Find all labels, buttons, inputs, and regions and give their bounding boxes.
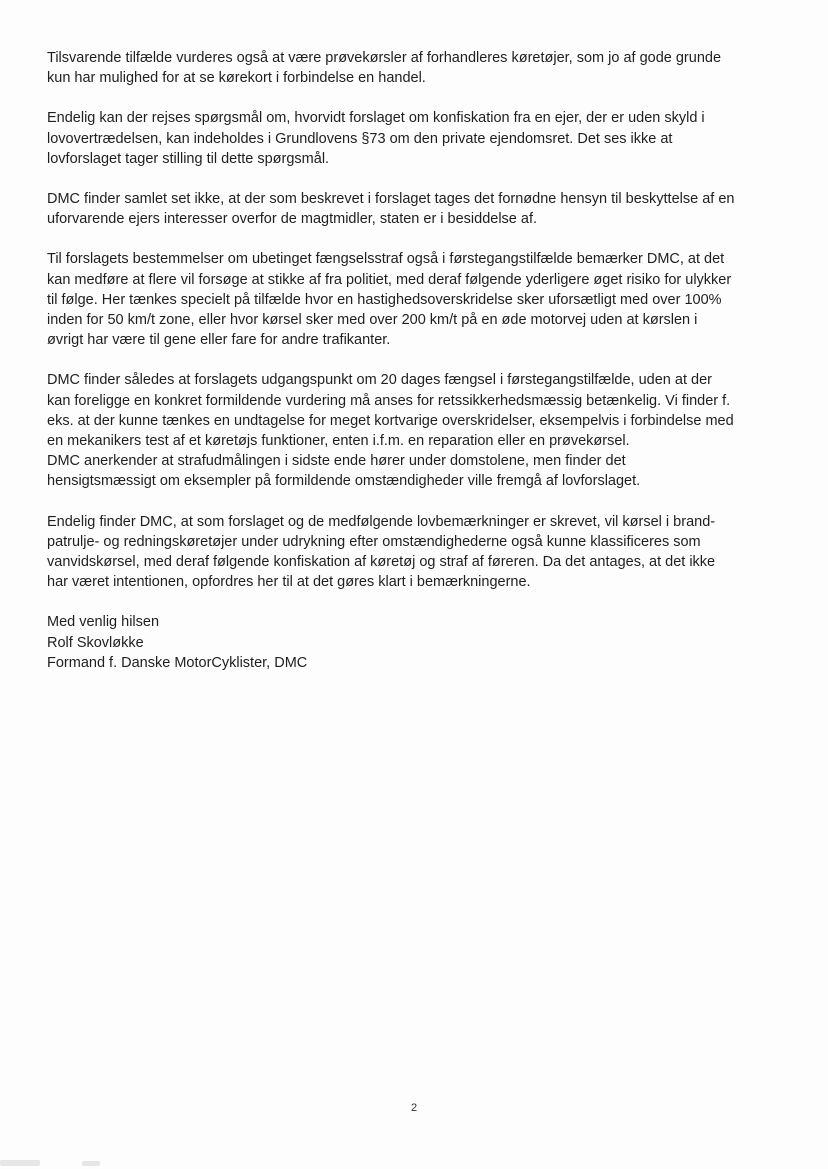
paragraph-grundloven	[47, 108, 777, 169]
text-line: eks. at der kunne tænkes en undtagelse for meget kortvarige overskridelser, eksempelvis i forbindelse med	[47, 412, 734, 429]
text-line: Til forslagets bestemmelser om ubetinget fængselsstraf også i førstegangstilfælde bemærker DMC, at det	[47, 251, 725, 268]
scan-artifact	[82, 1161, 100, 1166]
paragraph-udrykning	[47, 512, 777, 593]
text-line: lovovertrædelsen, kan indeholdes i Grundlovens §73 om den private ejendomsret. Det ses ikke at	[47, 130, 673, 147]
paragraph-prøvekørsler	[47, 48, 777, 88]
text-line: øvrigt har være til gene eller fare for andre trafikanter.	[47, 332, 391, 349]
scan-artifact	[0, 1160, 40, 1166]
signer-name: Rolf Skovløkke	[47, 634, 144, 651]
paragraph-ejers-interesser	[47, 189, 777, 229]
text-line: DMC finder således at forslagets udgangspunkt om 20 dages fængsel i førstegangstilfælde, uden at der	[47, 372, 712, 389]
text-line: vanvidskørsel, med deraf følgende konfiskation af køretøj og straf af føreren. Da det antages, at det ikke	[47, 554, 716, 571]
text-line: kun har mulighed for at se kørekort i forbindelse en handel.	[47, 70, 426, 87]
letter-body	[47, 48, 777, 673]
text-line: Tilsvarende tilfælde vurderes også at være prøvekørsler af forhandleres køretøjer, som jo af gode grunde	[47, 50, 722, 66]
paragraph-fængselsstraf	[47, 249, 777, 350]
text-line: Endelig kan der rejses spørgsmål om, hvorvidt forslaget om konfiskation fra en ejer, der er uden skyld i	[47, 110, 705, 127]
text-line: hensigtsmæssigt om eksempler på formildende omstændigheder ville fremgå af lovforslaget.	[47, 473, 641, 490]
text-line: inden for 50 km/t zone, eller hvor kørsel sker med over 200 km/t på en øde motorvej uden at kørslen i	[47, 312, 698, 329]
text-line: til følge. Her tænkes specielt på tilfælde hvor en hastighedsoverskridelse sker uforsætligt med over 100%	[47, 291, 722, 308]
page-number: 2	[410, 1102, 418, 1114]
paragraph-retssikkerhed	[47, 370, 777, 491]
closing-greeting: Med venlig hilsen	[47, 614, 160, 631]
text-line: Endelig finder DMC, at som forslaget og de medfølgende lovbemærkninger er skrevet, vil kørsel i brand-	[47, 513, 716, 530]
signature-block	[47, 612, 777, 673]
text-line: DMC anerkender at strafudmålingen i sidste ende hører under domstolene, men finder det	[47, 453, 626, 470]
text-line: lovforslaget tager stilling til dette spørgsmål.	[47, 150, 330, 167]
text-line: uforvarende ejers interesser overfor de magtmidler, staten er i besiddelse af.	[47, 211, 538, 228]
text-line: DMC finder samlet set ikke, at der som beskrevet i forslaget tages det fornødne hensyn til beskyttelse af en	[47, 191, 735, 208]
text-line: patrulje- og redningskøretøjer under udrykning efter omstændighederne også kunne klassificeres som	[47, 533, 701, 550]
text-line: kan medføre at flere vil forsøge at stikke af fra politiet, med deraf følgende yderligere øget risiko for ulykker	[47, 271, 732, 288]
signer-title: Formand f. Danske MotorCyklister, DMC	[47, 654, 308, 671]
text-line: kan foreligge en konkret formildende vurdering må anses for retssikkerhedsmæssig betænkelig. Vi finder f.	[47, 392, 731, 409]
text-line: har været intentionen, opfordres her til at det gøres klart i bemærkningerne.	[47, 574, 531, 591]
text-line: en mekanikers test af et køretøjs funktioner, enten i.f.m. en reparation eller en prøvekørsel.	[47, 433, 630, 450]
